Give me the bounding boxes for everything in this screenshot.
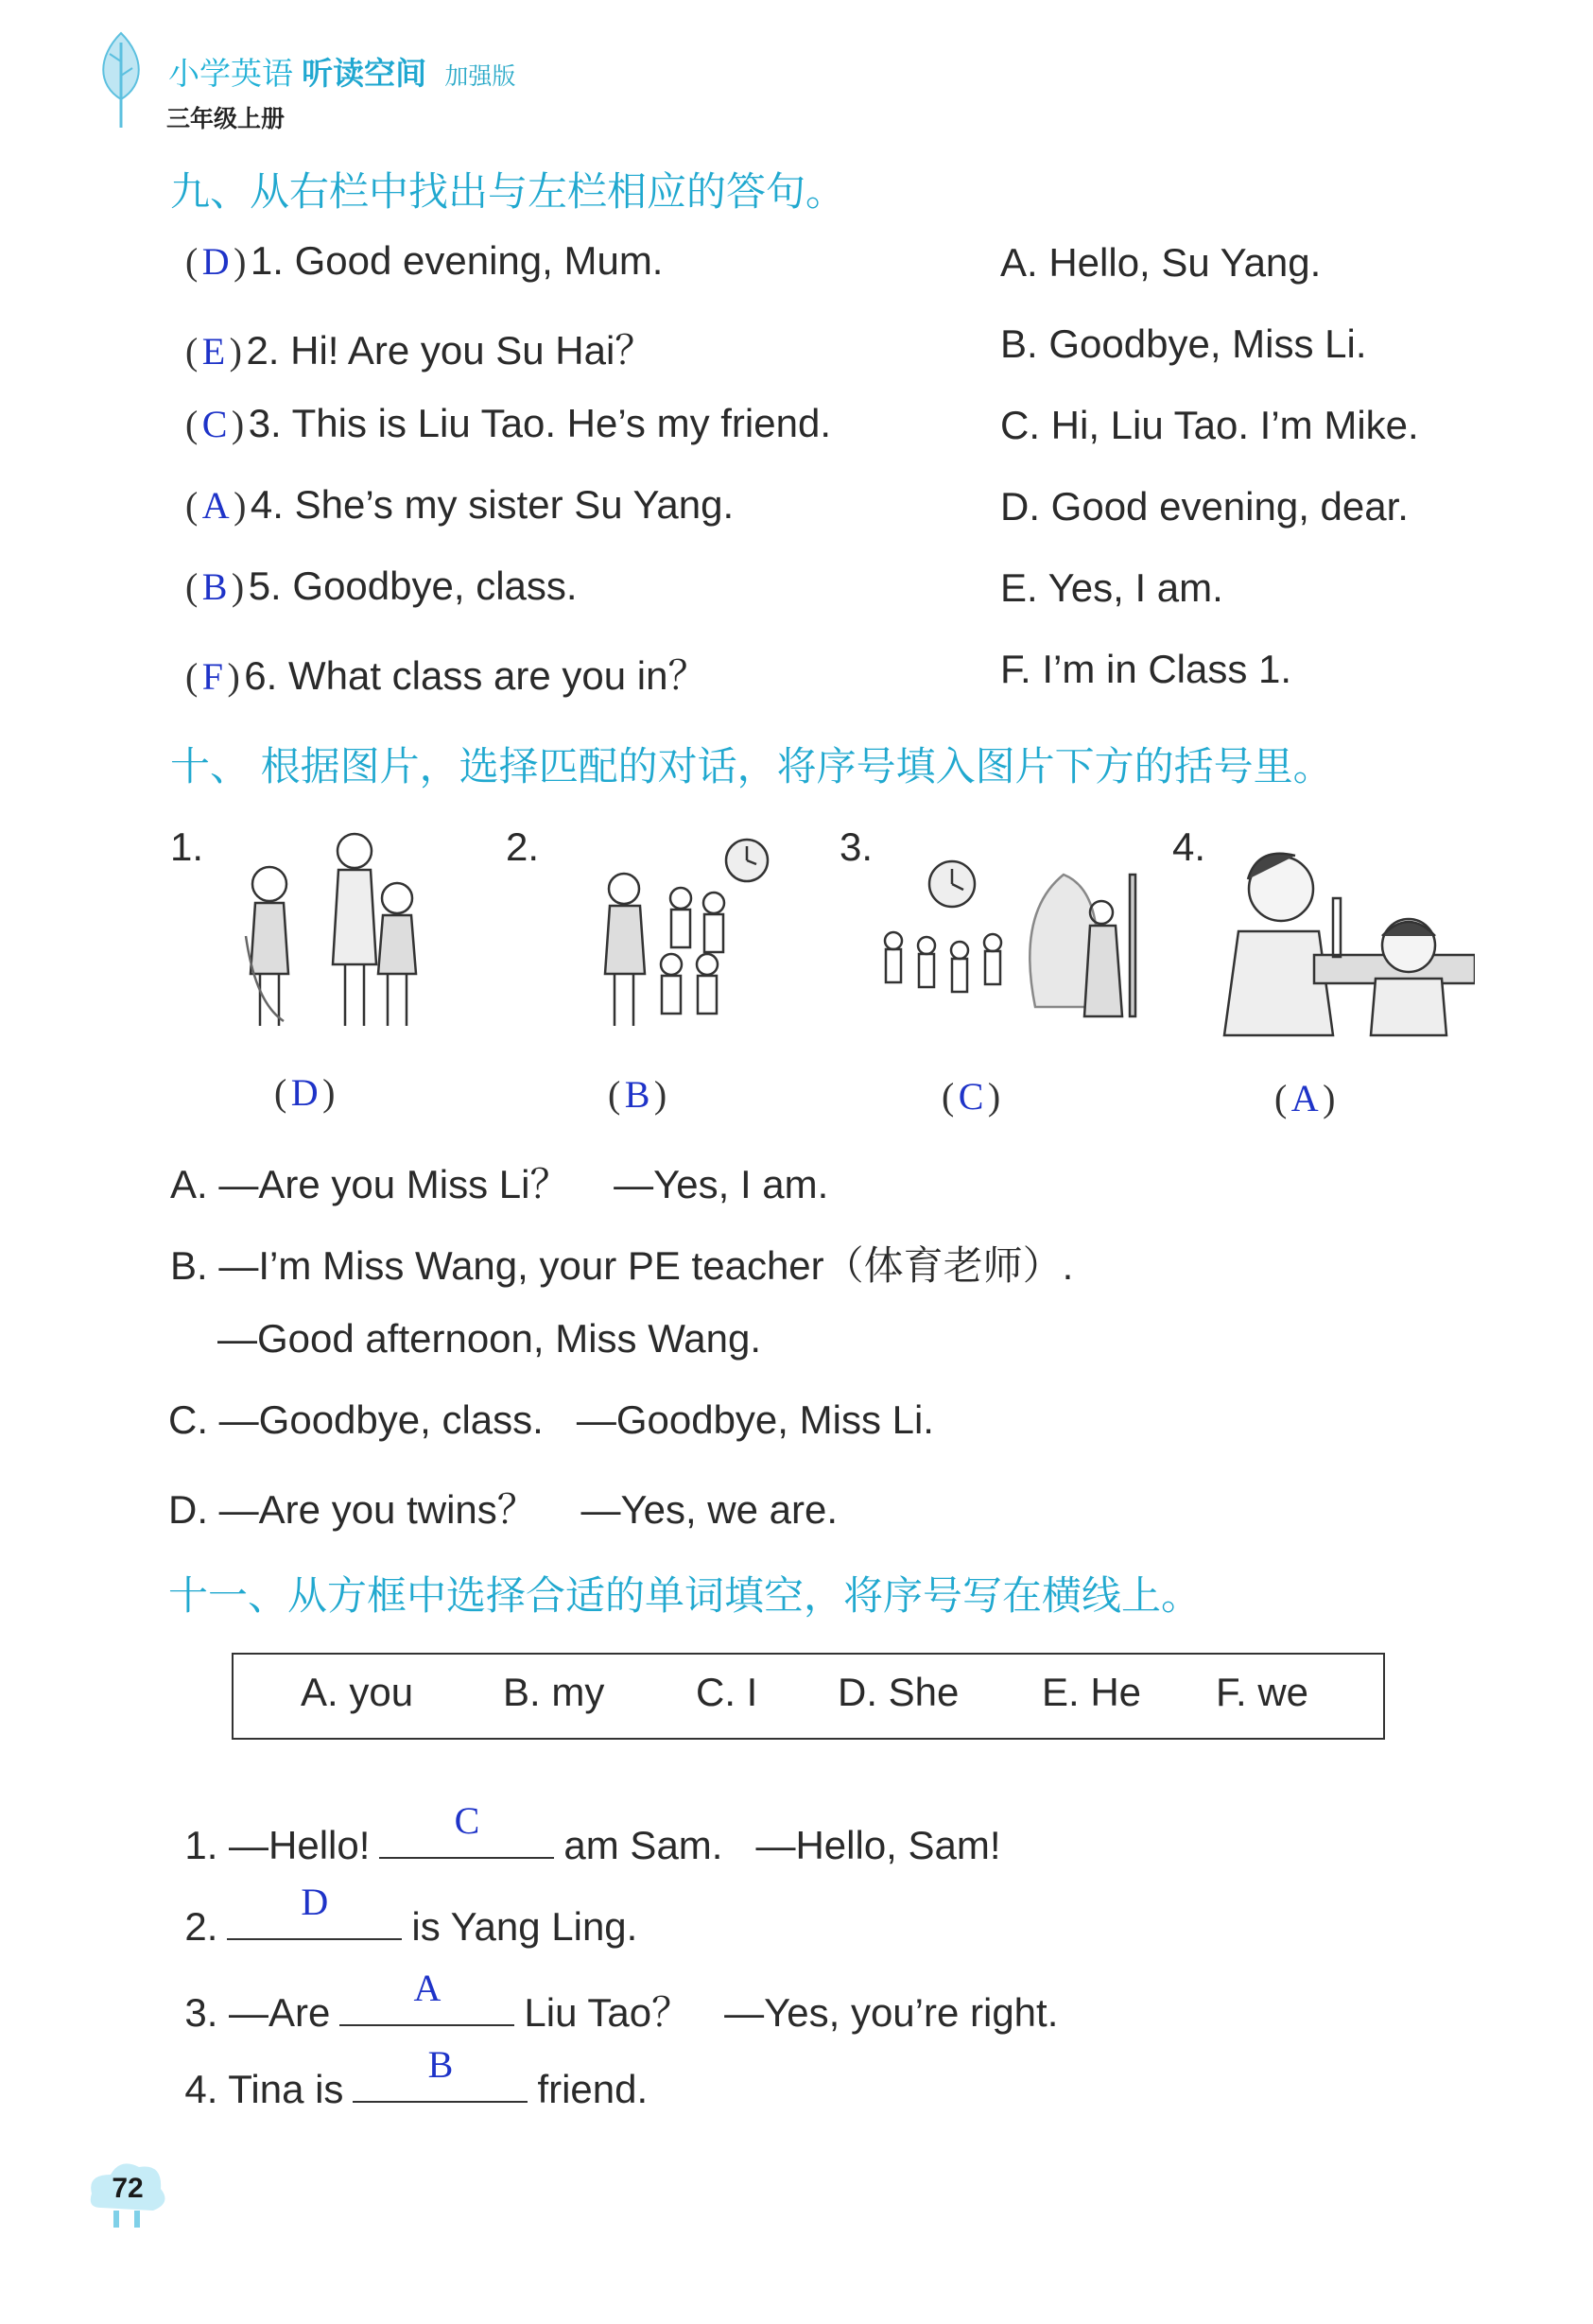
answer-mark: C bbox=[201, 403, 228, 445]
question-text: 6. What class are you in？ bbox=[244, 653, 708, 698]
word-option: A. you bbox=[301, 1670, 414, 1714]
list-item: ( B ) 5. Goodbye, class. bbox=[185, 564, 578, 608]
picture-number: 1. bbox=[170, 824, 204, 869]
list-item: ( C ) 3. This is Liu Tao. He’s my friend. bbox=[185, 401, 831, 445]
answer-mark: A bbox=[413, 1967, 442, 2009]
picture-twins-illustration bbox=[227, 813, 430, 1040]
fill-item-suffix: Liu Tao？ —Yes, you’re right. bbox=[524, 1990, 1059, 2035]
answer-mark: B bbox=[624, 1073, 650, 1116]
option-text: A. Hello, Su Yang. bbox=[1000, 240, 1322, 285]
fill-item bbox=[163, 2018, 648, 2112]
page-number: 72 bbox=[112, 2173, 144, 2204]
question-text: 2. Hi! Are you Su Hai？ bbox=[246, 328, 655, 373]
option-text: C. Hi, Liu Tao. I’m Mike. bbox=[1000, 403, 1419, 447]
picture-answer-1: ( D ) bbox=[274, 1071, 336, 1114]
answer-mark: A bbox=[1290, 1077, 1319, 1119]
answer-blank bbox=[379, 1799, 554, 1859]
fill-item-prefix: 4. Tina is bbox=[184, 2067, 344, 2111]
word-option: C. I bbox=[696, 1670, 758, 1714]
section11-title: 十一、从方框中选择合适的单词填空，将序号写在横线上。 bbox=[168, 1573, 1202, 1618]
answer-mark: F bbox=[201, 655, 224, 698]
answer-mark: B bbox=[201, 565, 228, 608]
question-text: 5. Goodbye, class. bbox=[248, 564, 578, 608]
answer-mark: C bbox=[454, 1799, 480, 1842]
picture-number: 2. bbox=[506, 824, 540, 869]
book-title bbox=[168, 49, 515, 94]
answer-mark: D bbox=[201, 240, 230, 283]
section9-title: 九、从右栏中找出与左栏相应的答句。 bbox=[170, 169, 846, 214]
picture-goodbye-class-illustration bbox=[874, 856, 1149, 1031]
leaf-logo-icon bbox=[93, 28, 149, 132]
picture-answer-3: ( C ) bbox=[942, 1075, 1001, 1118]
fill-item-suffix: friend. bbox=[537, 2067, 649, 2111]
picture-number: 3. bbox=[840, 824, 874, 869]
fill-item-suffix: am Sam. —Hello, Sam! bbox=[563, 1823, 1001, 1867]
dialogue-a: A. —Are you Miss Li？ —Yes, I am. bbox=[170, 1162, 829, 1206]
answer-mark: E bbox=[201, 330, 226, 373]
book-main-title: 听读空间 bbox=[302, 56, 427, 91]
word-option: E. He bbox=[1042, 1670, 1142, 1714]
list-item: ( E ) 2. Hi! Are you Su Hai？ bbox=[185, 328, 655, 373]
picture-answer-4: ( A ) bbox=[1274, 1077, 1336, 1119]
dialogue-c: C. —Goodbye, class. —Goodbye, Miss Li. bbox=[168, 1397, 934, 1442]
picture-number: 4. bbox=[1172, 824, 1206, 869]
question-text: 3. This is Liu Tao. He’s my friend. bbox=[248, 401, 831, 445]
list-item: ( D ) 1. Good evening, Mum. bbox=[185, 238, 664, 283]
book-series: 小学英语 bbox=[168, 56, 293, 91]
answer-mark: A bbox=[201, 484, 230, 527]
book-edition: 加强版 bbox=[444, 63, 516, 90]
fill-item-suffix: is Yang Ling. bbox=[411, 1904, 638, 1949]
fill-item bbox=[163, 1774, 1001, 1868]
picture-pe-teacher-illustration bbox=[596, 832, 785, 1035]
fill-item-prefix: 1. —Hello! bbox=[184, 1823, 371, 1867]
picture-answer-2: ( B ) bbox=[608, 1073, 667, 1116]
answer-mark: C bbox=[958, 1075, 984, 1118]
fill-item bbox=[163, 1855, 637, 1950]
answer-blank bbox=[227, 1881, 402, 1940]
answer-mark: D bbox=[290, 1071, 319, 1114]
dialogue-b: B. —I’m Miss Wang, your PE teacher（体育老师）. bbox=[170, 1243, 1074, 1288]
section10-title: 十、 根据图片，选择匹配的对话，将序号填入图片下方的括号里。 bbox=[170, 744, 1333, 789]
fill-item-prefix: 2. bbox=[184, 1904, 218, 1949]
option-text: B. Goodbye, Miss Li. bbox=[1000, 321, 1367, 366]
answer-mark: D bbox=[301, 1881, 329, 1923]
picture-miss-li-illustration bbox=[1220, 841, 1475, 1040]
question-text: 4. She’s my sister Su Yang. bbox=[250, 482, 735, 527]
list-item: ( F ) 6. What class are you in？ bbox=[185, 653, 708, 698]
word-option: D. She bbox=[838, 1670, 960, 1714]
fill-item-prefix: 3. —Are bbox=[184, 1990, 331, 2035]
option-text: F. I’m in Class 1. bbox=[1000, 647, 1292, 691]
answer-mark: B bbox=[427, 2043, 454, 2086]
question-text: 1. Good evening, Mum. bbox=[250, 238, 664, 283]
option-text: E. Yes, I am. bbox=[1000, 565, 1223, 610]
word-option: B. my bbox=[503, 1670, 605, 1714]
answer-blank bbox=[353, 2043, 528, 2103]
dialogue-d: D. —Are you twins？ —Yes, we are. bbox=[168, 1487, 839, 1532]
list-item: ( A ) 4. She’s my sister Su Yang. bbox=[185, 482, 735, 527]
grade-label: 三年级上册 bbox=[166, 106, 286, 132]
dialogue-b-reply: —Good afternoon, Miss Wang. bbox=[217, 1316, 762, 1361]
word-option: F. we bbox=[1216, 1670, 1309, 1714]
option-text: D. Good evening, dear. bbox=[1000, 484, 1409, 529]
